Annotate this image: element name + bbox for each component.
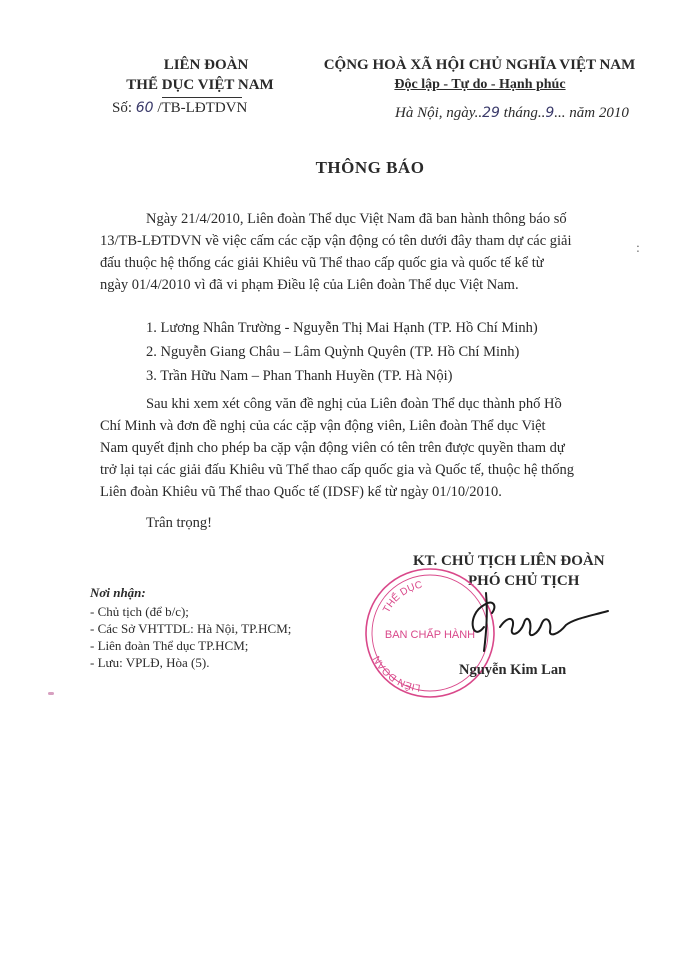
paragraph-line: Sau khi xem xét công văn đề nghị của Liên đoàn Thể dục thành phố Hồ xyxy=(146,396,562,412)
org-underline xyxy=(162,97,242,98)
paragraph-line: Chí Minh và đơn đề nghị của các cặp vận động viên, Liên đoàn Thể dục Việt xyxy=(100,418,546,434)
recipient-item: - Chủ tịch (để b/c); xyxy=(90,604,189,619)
document-number xyxy=(112,100,247,117)
org-name-line1: LIÊN ĐOÀN xyxy=(163,57,249,73)
athlete-pair-list xyxy=(146,316,538,388)
recipients-heading: Nơi nhận: xyxy=(90,585,146,600)
paragraph-line: Liên đoàn Khiêu vũ Thể thao Quốc tế (IDSF) kể từ ngày 01/10/2010. xyxy=(100,484,502,500)
date-year: ... năm 2010 xyxy=(554,105,629,121)
signer-name: Nguyễn Kim Lan xyxy=(459,662,567,678)
nation-motto: Độc lập - Tự do - Hạnh phúc xyxy=(394,77,566,92)
seal-left-text: LIÊN ĐOÀN xyxy=(371,653,422,693)
margin-mark: : xyxy=(636,241,640,256)
list-item: 3. Trần Hữu Nam – Phan Thanh Huyền (TP. Hà Nội) xyxy=(146,368,453,384)
docno-suffix: /TB-LĐTDVN xyxy=(157,100,248,116)
paragraph-line: trở lại tại các giải đấu Khiêu vũ Thể thao cấp quốc gia và Quốc tế, thuộc hệ thống xyxy=(100,462,575,478)
paragraph-line: ngày 01/4/2010 vì đã vi phạm Điều lệ của Liên đoàn Thể dục Việt Nam. xyxy=(100,277,519,293)
date-month-word: tháng.. xyxy=(499,105,546,121)
date-month: 9 xyxy=(545,105,555,121)
recipient-item: - Các Sở VHTTDL: Hà Nội, TP.HCM; xyxy=(90,621,292,636)
list-item: 2. Nguyễn Giang Châu – Lâm Quỳnh Quyên (TP. Hồ Chí Minh) xyxy=(146,344,520,360)
docno-handwritten: 60 xyxy=(135,100,154,116)
date-place: Hà Nội, ngày.. xyxy=(395,105,483,121)
seal-top-text: THỂ DỤC xyxy=(381,579,424,615)
recipients-list xyxy=(90,603,291,671)
paragraph-2 xyxy=(100,393,645,503)
paragraph-1 xyxy=(100,208,645,296)
nation-title: CỘNG HOÀ XÃ HỘI CHỦ NGHĨA VIỆT NAM xyxy=(323,57,636,73)
docno-prefix: Số: xyxy=(112,100,133,116)
paragraph-line: Nam quyết định cho phép ba cặp vận động viên có tên trên được quyền tham dự xyxy=(100,440,565,456)
org-name-line2: THỂ DỤC VIỆT NAM xyxy=(126,77,274,93)
paragraph-line: Ngày 21/4/2010, Liên đoàn Thể dục Việt Nam đã ban hành thông báo số xyxy=(146,211,567,227)
document-title: THÔNG BÁO xyxy=(315,158,425,177)
paragraph-line: 13/TB-LĐTDVN về việc cấm các cặp vận động có tên dưới đây tham dự các giải xyxy=(100,233,572,249)
signer-title-2: PHÓ CHỦ TỊCH xyxy=(468,573,580,589)
recipient-item: - Liên đoàn Thể dục TP.HCM; xyxy=(90,638,249,653)
recipient-item: - Lưu: VPLĐ, Hòa (5). xyxy=(90,655,210,670)
closing-phrase: Trân trọng! xyxy=(146,515,212,531)
document-date xyxy=(395,105,629,122)
list-item: 1. Lương Nhân Trường - Nguyễn Thị Mai Hạnh (TP. Hồ Chí Minh) xyxy=(146,320,538,336)
seal-center-text: BAN CHẤP HÀNH xyxy=(384,629,476,641)
handwritten-signature xyxy=(462,585,612,653)
paragraph-line: đấu thuộc hệ thống các giải Khiêu vũ Thể thao cấp quốc gia và quốc tế kể từ xyxy=(100,255,544,271)
signer-title-1: KT. CHỦ TỊCH LIÊN ĐOÀN xyxy=(413,553,605,569)
scan-speck xyxy=(48,692,54,695)
date-day: 29 xyxy=(482,105,500,121)
